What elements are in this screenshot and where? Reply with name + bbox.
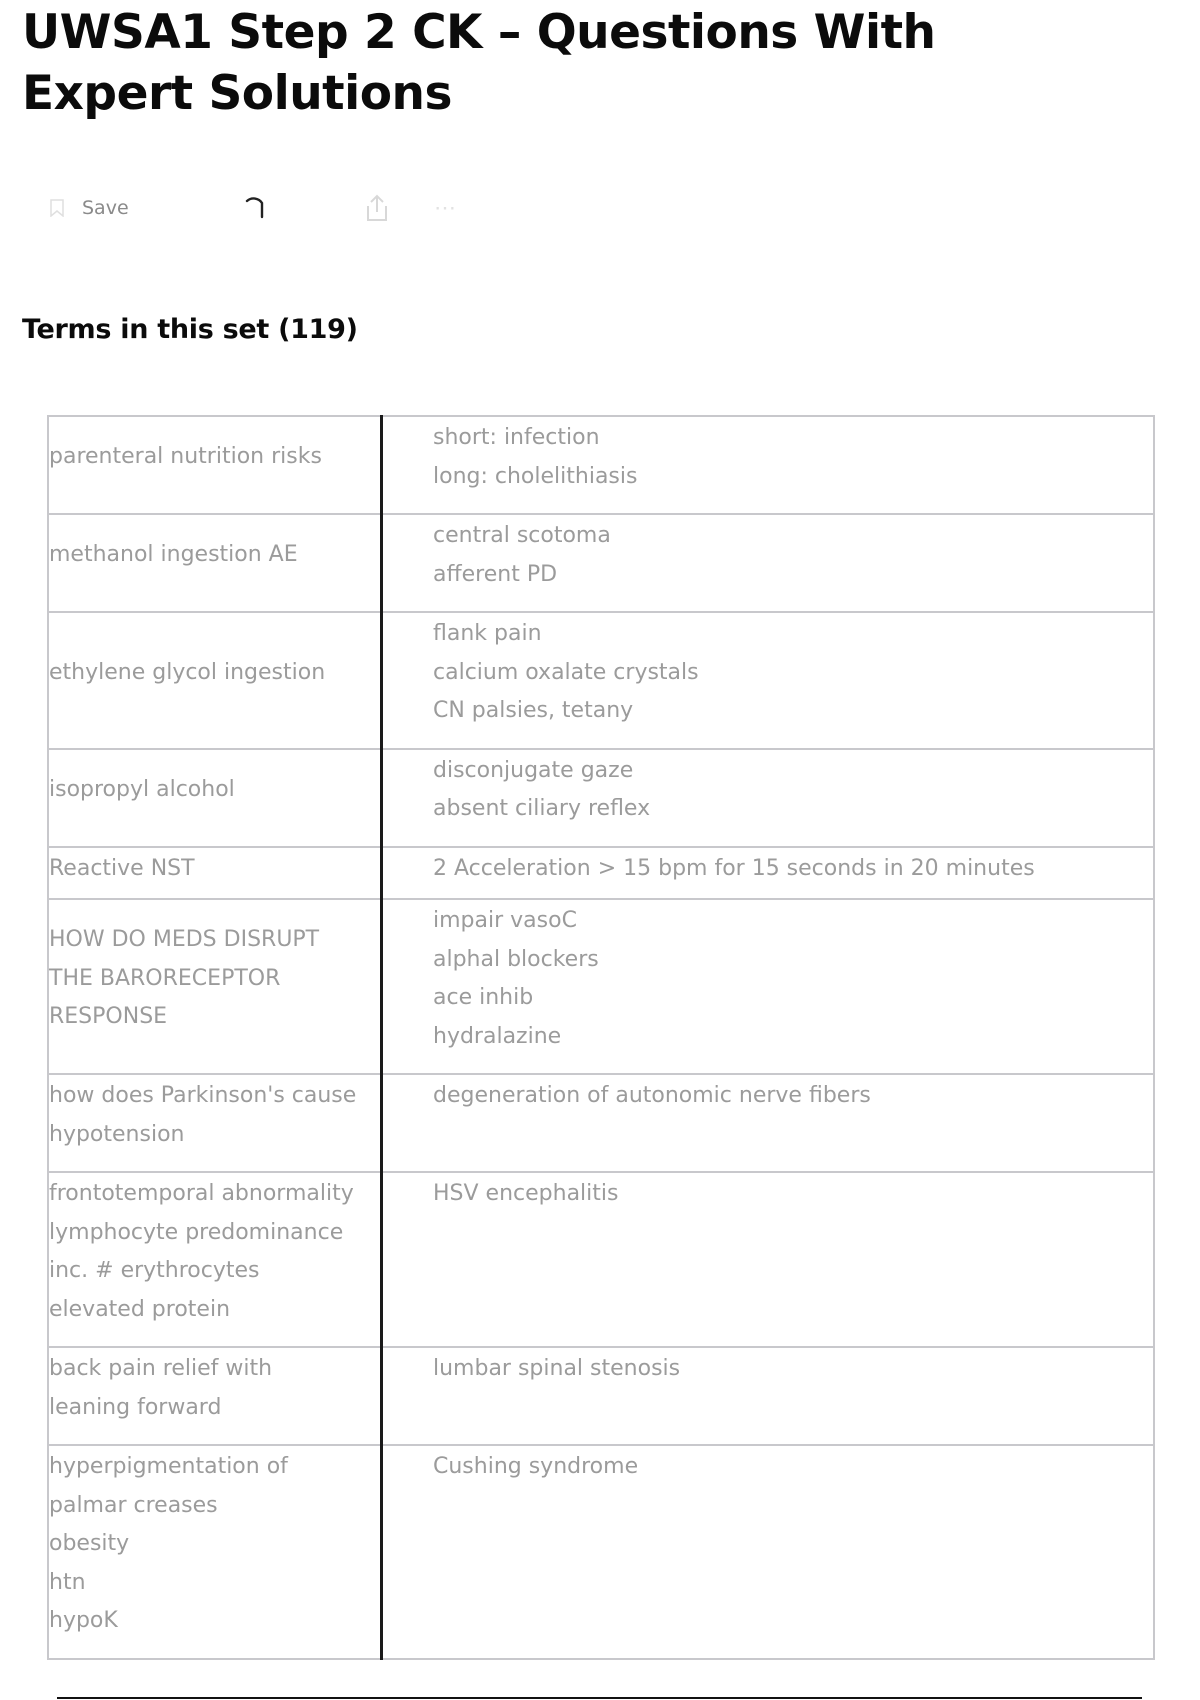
term-text: THE BARORECEPTOR <box>49 965 281 991</box>
term-text: isopropyl alcohol <box>49 776 235 802</box>
term-text: leaning forward <box>49 1394 222 1420</box>
definition-text: degeneration of autonomic nerve fibers <box>433 1083 871 1108</box>
definition-cell <box>382 749 1155 847</box>
term-text: hypotension <box>49 1121 185 1147</box>
term-row <box>48 899 1154 1074</box>
definition-text: short: infection <box>433 425 600 450</box>
term-text: back pain relief with <box>49 1356 273 1381</box>
term-text: lymphocyte predominance <box>49 1219 344 1245</box>
save-label: Save <box>82 197 129 219</box>
definition-text: absent ciliary reflex <box>433 796 651 821</box>
term-text: frontotemporal abnormality <box>49 1181 354 1206</box>
share-button[interactable] <box>364 188 390 228</box>
more-icon: ⋯ <box>434 195 458 220</box>
spinner-icon <box>240 193 270 223</box>
definition-text: 2 Acceleration > 15 bpm for 15 seconds in 20 minutes <box>433 855 1035 881</box>
definition-text: impair vasoC <box>433 908 577 933</box>
term-row <box>48 1445 1154 1659</box>
save-button[interactable] <box>50 188 129 228</box>
term-text: methanol ingestion AE <box>49 542 298 568</box>
definition-text: afferent PD <box>433 561 558 587</box>
bottom-divider <box>57 1697 1142 1699</box>
term-row <box>48 1172 1154 1347</box>
term-row <box>48 749 1154 847</box>
set-toolbar <box>50 188 500 228</box>
term-text: hyperpigmentation of <box>49 1454 288 1479</box>
term-text: HOW DO MEDS DISRUPT <box>49 927 320 953</box>
term-text: RESPONSE <box>49 1004 168 1030</box>
definition-text: ace inhib <box>433 985 534 1010</box>
terms-table <box>47 415 1155 1660</box>
definition-text: CN palsies, tetany <box>433 698 634 723</box>
definition-cell <box>382 514 1155 612</box>
term-row <box>48 1074 1154 1172</box>
term-cell <box>48 847 382 900</box>
term-cell <box>48 1074 382 1172</box>
term-row <box>48 416 1154 514</box>
term-row <box>48 514 1154 612</box>
term-text: ethylene glycol ingestion <box>49 659 326 685</box>
page-title: UWSA1 Step 2 CK – Questions With Expert Solutions <box>22 5 936 121</box>
term-cell <box>48 749 382 847</box>
definition-text: hydralazine <box>433 1023 562 1049</box>
term-text: palmar creases <box>49 1492 218 1518</box>
definition-cell <box>382 416 1155 514</box>
definition-text: HSV encephalitis <box>433 1181 619 1206</box>
term-text: obesity <box>49 1531 130 1556</box>
definition-text: long: cholelithiasis <box>433 463 638 489</box>
term-cell <box>48 899 382 1074</box>
term-cell <box>48 1347 382 1445</box>
definition-text: calcium oxalate crystals <box>433 659 699 685</box>
terms-heading: Terms in this set (119) <box>22 314 358 345</box>
definition-cell <box>382 1172 1155 1347</box>
term-cell <box>48 514 382 612</box>
term-text: parenteral nutrition risks <box>49 444 322 470</box>
definition-cell <box>382 899 1155 1074</box>
definition-cell <box>382 1347 1155 1445</box>
bookmark-icon <box>50 199 64 217</box>
definition-cell <box>382 612 1155 749</box>
definition-text: flank pain <box>433 621 542 646</box>
definition-cell <box>382 1445 1155 1659</box>
definition-text: Cushing syndrome <box>433 1454 639 1479</box>
term-row <box>48 1347 1154 1445</box>
term-text: elevated protein <box>49 1296 231 1322</box>
term-text: how does Parkinson's cause <box>49 1083 357 1108</box>
more-button[interactable] <box>434 188 458 228</box>
term-text: hypoK <box>49 1608 118 1633</box>
definition-text: lumbar spinal stenosis <box>433 1356 681 1381</box>
term-text: htn <box>49 1569 86 1595</box>
term-text: Reactive NST <box>49 855 195 881</box>
definition-text: disconjugate gaze <box>433 757 634 783</box>
term-cell <box>48 1445 382 1659</box>
term-cell <box>48 1172 382 1347</box>
definition-cell <box>382 1074 1155 1172</box>
term-row <box>48 612 1154 749</box>
definition-text: alphal blockers <box>433 946 599 972</box>
term-row <box>48 847 1154 900</box>
term-text: inc. # erythrocytes <box>49 1258 260 1283</box>
definition-text: central scotoma <box>433 523 611 548</box>
loading-button[interactable] <box>240 188 270 228</box>
term-cell <box>48 612 382 749</box>
definition-cell <box>382 847 1155 900</box>
share-icon <box>364 193 390 223</box>
term-cell <box>48 416 382 514</box>
